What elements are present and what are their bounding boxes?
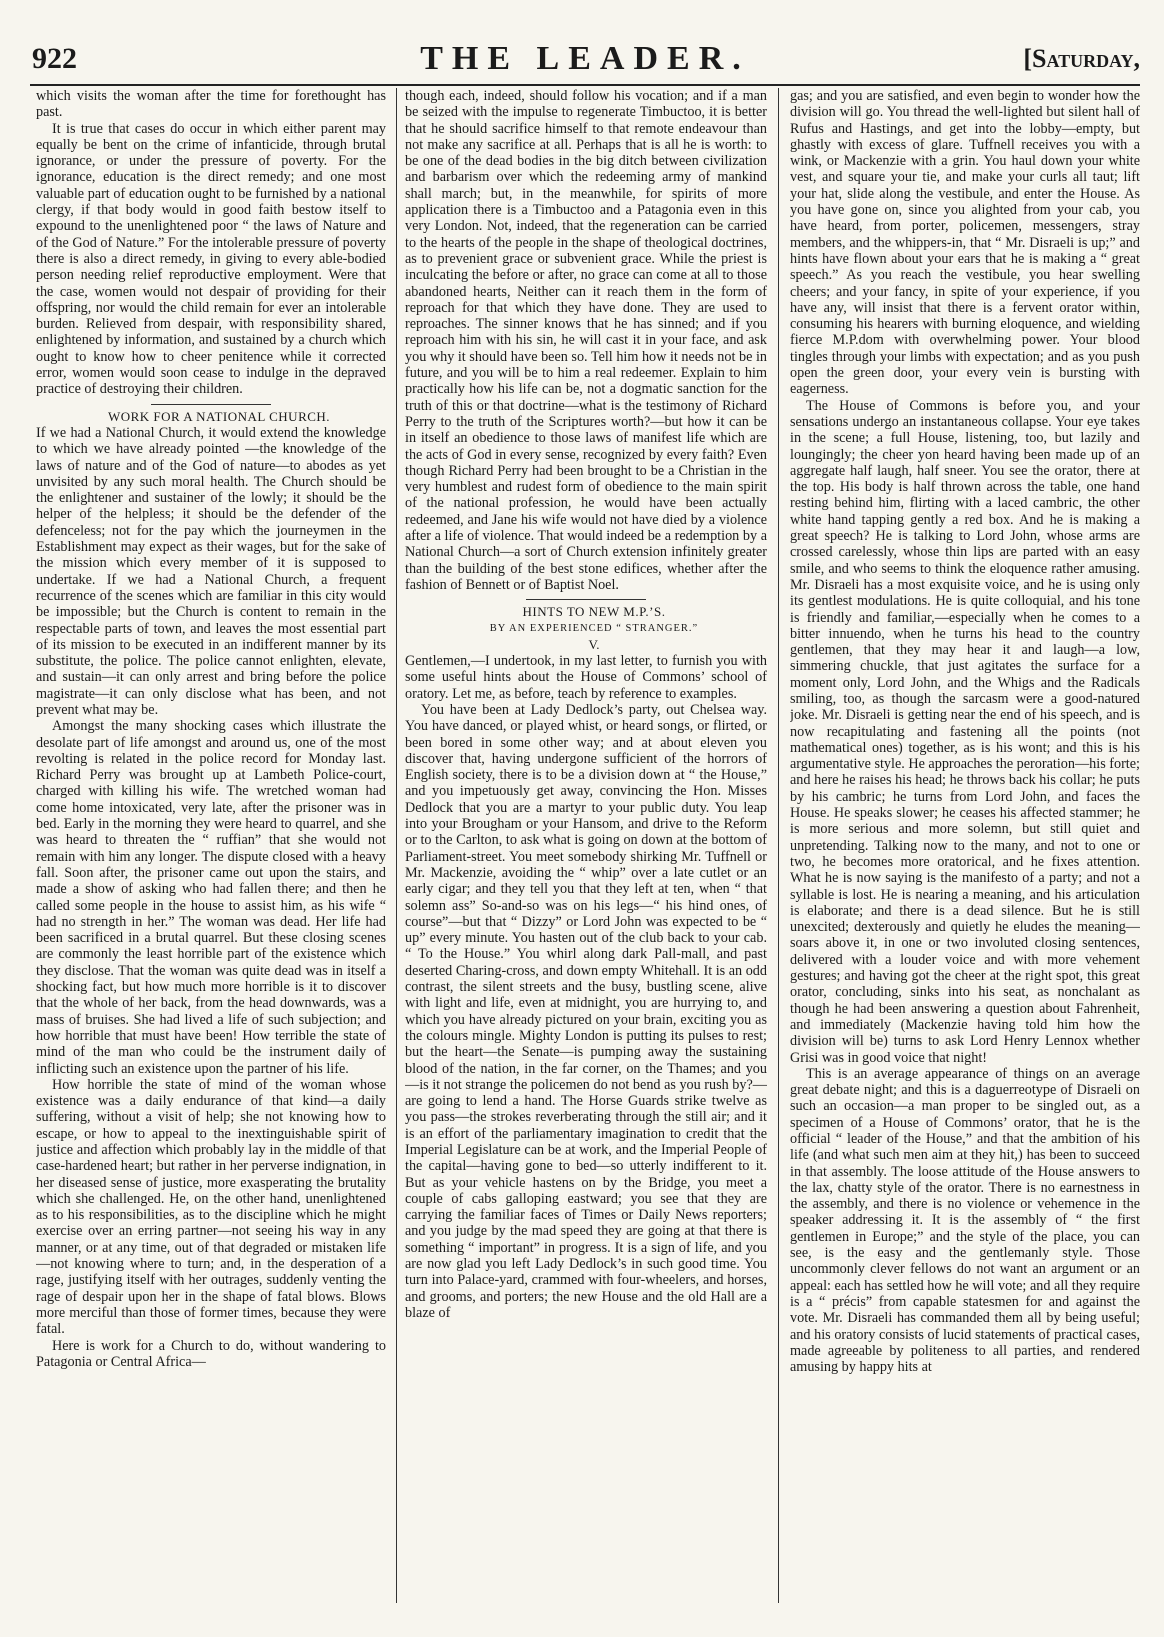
section-title: HINTS TO NEW M.P.’S. [522,604,666,620]
column-3 [790,88,1140,1607]
letter-numeral: V. [588,636,600,652]
paragraph: Here is work for a Church to do, without wandering to Patagonia or Central Africa— [36,1337,386,1370]
paragraph: If we had a National Church, it would extend the knowledge to which we have already pointed —the knowledge of the laws of nature and of the God of nature—to abodes as yet unvisited by any such moral health. The Church should be the enlightener and sustainer of the lowly; it should be the helper of the helpless; it should be the defender of the defenceless; not for the pay which the journeymen in the Establishment may expect as their wages, but for the sake of the mission which every member of it is supposed to undertake. If we had a National Church, a frequent recurrence of the scenes which are familiar in this city would be impossible; but the Church is content to remain in the respectable parts of town, and leaves the most essential part of its mission to be executed in an indifferent manner by its substitute, the police. The police cannot enlighten, elevate, and sustain—it can only arrest and bring before the police magistrate—it can only disclose what has been, and not prevent what may be. [36,424,386,718]
column-rule [778,88,779,1603]
paragraph: though each, indeed, should follow his vocation; and if a man be seized with the impulse to regenerate Timbuctoo, it is better that he should sacrifice himself to that remote endeavour than not make any sacrifice at all. Perhaps that is all he is worth: to be one of the dead bodies in the big ditch between civilization and barbarism over which the redeeming army of mankind shall march; but, in the meanwhile, for spirits of more application there is a Timbuctoo and a Patagonia even in this very London. Not, indeed, that the regeneration can be carried to the hearts of the people in the shape of theological doctrines, as to prevenient grace or subvenient grace. While the priest is inculcating the before or after, no grace can come at all to those abandoned hearts, Neither can it reach them in the form of reproach for that which they have done. They are used to reproaches. The sinner knows that he has sinned; and if you reproach him with his sin, he will cast it in your face, and ask you why it should have been so. Tell him how it needs not be in future, and you will be to him a real redeemer. Explain to him practically how his life can be, not a dogmatic sanction for the truth of this or that doctrine—what is the testimony of Richard Perry to the truth of the Scriptures worth?—but how it can be in itself an obedience to those laws of manifest life which are the acts of God in every sense, recognized by every faith? Even though Richard Perry had been brought to be a Christian in the very humblest and rudest form of obedience to the main spirit of the national profession, he would have been actually redeemed, and Jane his wife would not have died by a violence after a life of violence. That would indeed be a redemption by a National Church—a sort of Church extension infinitely greater than the building of the best stone edifices, whether after the fashion of Bennett or of Baptist Noel. [405,88,767,593]
masthead [30,38,1140,86]
newspaper-title: THE LEADER. [420,40,750,77]
section-title: WORK FOR A NATIONAL CHURCH. [107,408,331,424]
column-2 [405,88,767,1607]
paragraph: The House of Commons is before you, and your sensations undergo an instantaneous collapse. Your eye takes in the scene; a full House, listening, too, but lazily and loungingly; the cheer yon heard having been made up of an aggregate half laugh, half sneer. You see the orator, there at the top. His body is half thrown across the table, one hand resting behind him, flirting with a laced cambric, the other white hand tapping gently a red box. And he is making a great speech? He is talking to Lord John, whose arms are crossed carelessly, whose thin lips are parted with an easy smile, and who seems to think the eloquence rather amusing. Mr. Disraeli has a most exquisite voice, and he is using only its gentlest modulations. He is quite colloquial, and his tone is friendly and familiar,—especially when he comes to a bitter innuendo, when he turns his head to the country gentlemen, that they may hear it and laugh—a low, simmering chuckle, that just agitates the surface for a moment only, Lord John, and the Whigs and the Radicals smiling, too, as though the sarcasm were a good-natured joke. Mr. Disraeli is getting near the end of his speech, and is now recapitulating and fastening all the points (not mathematical ones) together, as is his wont; and this is his argumentative style. He approaches the peroration—his forte; and here he raises his head; he throws back his collar; he puts by his cambric; he turns from Lord John, and faces the House. He speaks slower; he ceases his affected stammer; he is more serious and more solemn, but still quiet and unpretending. Talking now to the many, and not to one or two, he becomes more oratorical, and he fixes attention. What he is now saying is the manifesto of a party; and not a syllable is lost. He is nearing a meaning, and his articulation is elaborate; and there is a dead silence. But he is still unexcited; dexterously and quietly he eludes the meaning—soars above it, in one or two involuted closing sentences, delivered with a louder voice and with more vehement gestures; and having got the cheer at the right spot, this great orator, concluding, sinks into his seat, as nonchalant as though he had been answering a question about Fahrenheit, and immediately (Mackenzie having told him how the division will be) turns to ask Lord Henry Lennox whether Grisi was in good voice that night! [790,397,1140,1066]
paragraph: Gentlemen,—I undertook, in my last letter, to furnish you with some useful hints about the House of Commons’ school of oratory. Let me, as before, teach by reference to examples. [405,653,767,702]
page-number: 922 [32,42,77,75]
column-rule [396,88,397,1603]
paragraph: Amongst the many shocking cases which illustrate the desolate part of life amongst and around us, one of the most revolting is related in the police record for Monday last. Richard Perry was brought up at Lambeth Police-court, charged with killing his wife. The wretched woman had come home intoxicated, very late, after the prisoner was in bed. Early in the morning they were heard to quarrel, and she was heard to threaten the “ ruffian” that she would not remain with him any longer. The dispute closed with a heavy fall. Soon after, the prisoner came out upon the stairs, and made a show of asking who had fallen there; and then he called some people in the house to assist him, as his wife “ had no strength in her.” The woman was dead. Her life had been sacrificed in a brutal quarrel. But these closing scenes are commonly the least horrible part of the existence which they disclose. That the woman was quite dead was in itself a shocking fact, but how much more horrible is it to discover that the whole of her back, from the head downwards, was a mass of bruises. She had lived a life of such subjection; and how horrible that must have been! How terrible the state of mind of the man who could be the instrument daily of inflicting such an existence upon the partner of his life. [36,718,386,1077]
column-1 [36,88,386,1607]
section-divider [151,404,271,405]
byline: BY AN EXPERIENCED “ STRANGER.” [489,622,699,634]
paragraph: You have been at Lady Dedlock’s party, out Chelsea way. You have danced, or played whist, or heard songs, or flirted, or been bored in some other way; and at about eleven you discover that, having undergone sufficient of the horrors of English society, there is to be a division down at “ the House,” and you impetuously get away, convincing the Hon. Misses Dedlock that you are a martyr to your public duty. You leap into your Brougham or your Hansom, and drive to the Reform or to the Carlton, to ask what is going on down at the bottom of Parliament-street. You meet somebody shirking Mr. Tuffnell or Mr. Mackenzie, avoiding the “ whip” over a late cutlet or an early cigar; and they tell you that they left at ten, when “ that solemn ass” So-and-so was on his legs—“ his hind ones, of course”—but that “ Dizzy” or Lord John was expected to be “ up” every minute. You hasten out of the club back to your cab. “ To the House.” You whirl along dark Pall-mall, and past deserted Charing-cross, and down empty Whitehall. It is an odd contrast, the silent streets and the busy, bustling scene, alive with light and life, even at midnight, you are hurrying to, and which you have already pictured on your brain, exciting you as the colours mingle. Mighty London is putting its pulses to rest; but the heart—the Senate—is pumping away the sustaining blood of the nation, in the far corner, on the Thames; and you—is it not strange the policemen do not bend as you rush by?—are going to lend a hand. The Horse Guards strike twelve as you pass—the strokes reverberating through the still air; and it is an effort of the parliamentary imagination to credit that the Imperial Legislature can be at work, and the Imperial People of the capital—having gone to bed—so utterly indifferent to it. But as your vehicle hastens on by the Bridge, you meet a couple of cabs galloping eastward; you see that they are carrying the familiar faces of Times or Daily News reporters; and you judge by the mad speed they are going at that there is something “ important” in progress. It is a sign of life, and you are now glad you left Lady Dedlock’s in such good time. You turn into Palace-yard, crammed with four-wheelers, and horses, and grooms, and porters; the new House and the old Hall are a blaze of [405,701,767,1321]
paragraph: This is an average appearance of things on an average great debate night; and this is a daguerreotype of Disraeli on such an occasion—a man proper to be singled out, as a specimen of a House of Commons’ orator, that he is the official “ leader of the House,” and that the ambition of his life (and what such men aim at they hit,) has been to succeed in that assembly. The loose attitude of the House answers to the lax, chatty style of the orator. There is no earnestness in the assembly, and there is no violence or vehemence in the speaker addressing it. It is the assembly of “ the first gentlemen in Europe;” and the style of the place, you can see, is the easy and the gentlemanly style. Those uncommonly clever fellows do not want an argument or an appeal: each has settled how he will vote; and all they require is a “ précis” from capable statesmen for and against the vote. Mr. Disraeli has commanded them all by being useful; and his oratory consists of lucid statements of practical cases, made agreeable by politeness to all parties, and rendered amusing by happy hits at [790,1065,1140,1376]
paragraph: which visits the woman after the time for forethought has past. [36,88,386,121]
paragraph: gas; and you are satisfied, and even begin to wonder how the division will go. You thread the well-lighted but silent hall of Rufus and Hastings, and get into the lobby—empty, but ghastly with excess of glare. Tuffnell receives you with a wink, or Mackenzie with a grin. You haul down your white vest, and square your tie, and make your curls all taut; lift your hat, slide along the vestibule, and enter the House. As you have gone on, since you alighted from your cab, you have heard, from porter, policemen, messengers, stray members, and the whippers-in, that “ Mr. Disraeli is up;” and hints have flown about your ears that he is making a “ great speech.” As you reach the vestibule, you hear swelling cheers; and your fancy, in spite of your experience, if you have any, will insist that there is a fervent orator within, consuming his hearers with burning eloquence, and wielding fierce M.P.dom with overwhelming power. Your blood tingles through your limbs with expectation; and as you push open the green door, your every vein is bursting with eagerness. [790,88,1140,398]
issue-day: [Saturday, [1023,44,1140,73]
paragraph: It is true that cases do occur in which either parent may equally be bent on the crime of infanticide, through brutal ignorance, or under the pressure of poverty. For the ignorance, education is the direct remedy; and one most valuable part of education ought to be furnished by a national clergy, if that body would in good faith bestow itself to expound to the unenlightened poor “ the laws of Nature and of the God of Nature.” For the intolerable pressure of poverty there is also a direct remedy, in giving to every able-bodied person needing relief reproductive employment. Were that the case, women would not despair of providing for their offspring, nor would the child remain for ever an intolerable burden. Relieved from despair, with responsibility shared, enlightened by information, and sustained by a church which ought to know how to cheer penitence while it corrected error, women would soon cease to indulge in the depraved practice of destroying their children. [36,120,386,398]
section-divider [526,599,646,600]
paragraph: How horrible the state of mind of the woman whose existence was a daily endurance of that kind—a daily suffering, without a visit of help; she not knowing how to escape, or how to appeal to the inextinguishable spirit of justice and affection which probably lay in the middle of that case-hardened heart; but rather in her perverse indignation, in her diseased sense of justice, more exasperating the brutality which she challenged. He, on the other hand, unenlightened as to his responsibilities, as to the discipline which he might exercise over an erring partner—not seeing his way in any manner, or at any time, out of that degraded or mistaken life—not knowing where to turn; and, in the desperation of a rage, justifying itself with her outrages, suddenly venting the rage of despair upon her in the shape of fatal blows. Blows more merciful than those of former times, because they were fatal. [36,1076,386,1338]
